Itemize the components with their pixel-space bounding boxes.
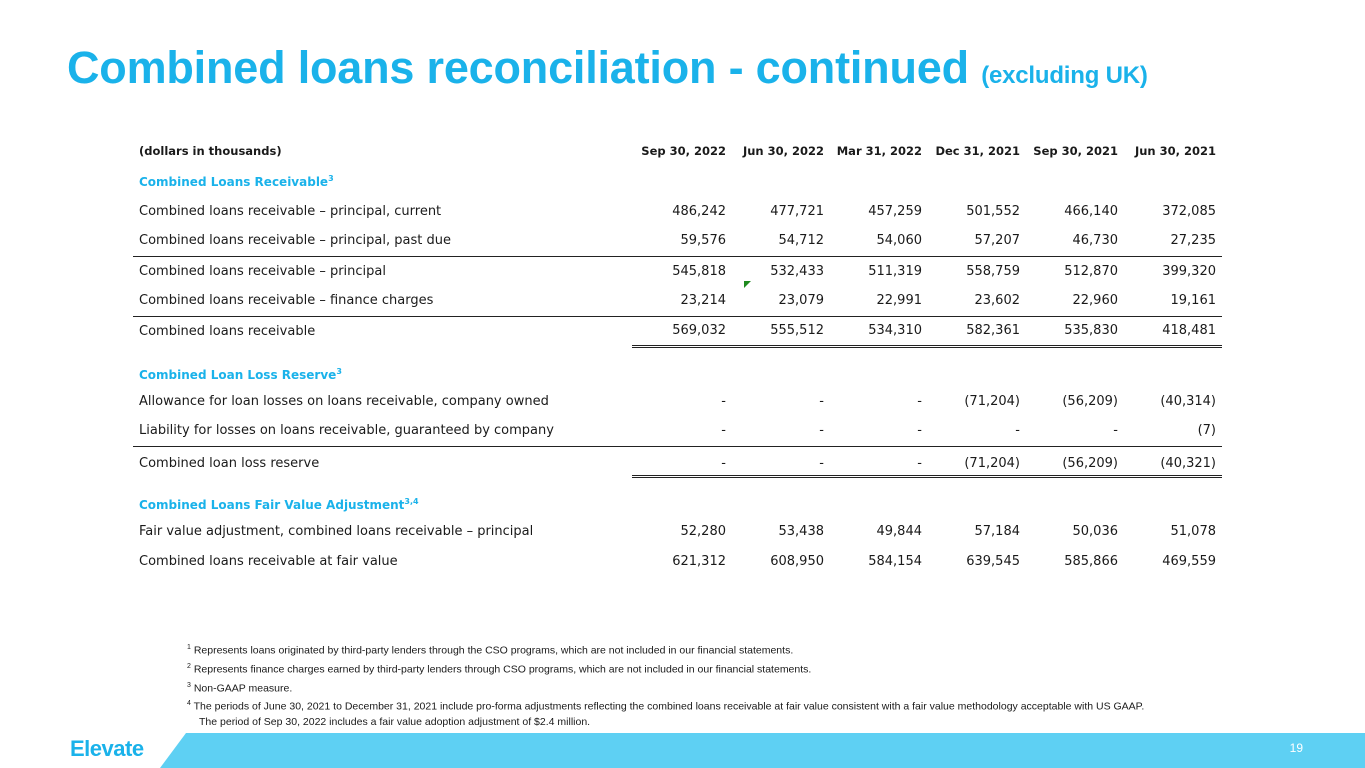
cell: - [819,393,824,409]
cell: 582,361 [928,316,1026,346]
column-header: Jun 30, 2022 [742,144,824,158]
column-header: Jun 30, 2021 [1134,144,1216,158]
footnote: $^1$ Represents loans originated by third-party lenders through the CSO programs, which are not included in our financial statements. [187,644,794,657]
cell: 19,161 [1124,286,1222,316]
row-label: Fair value adjustment, combined loans receivable – principal [139,523,534,539]
cell: - [1026,416,1124,446]
section-title: Combined Loans Receivable$^3$ [139,173,334,189]
table-row [133,226,1222,256]
column-header: Sep 30, 2021 [1033,144,1118,158]
table-row [133,546,1222,576]
cell: (7) [1124,416,1222,446]
row-label: Combined loans receivable – finance charges [133,286,632,316]
cell: - [732,446,830,476]
footnote-continuation: The period of Sep 30, 2022 includes a fair value adoption adjustment of $2.4 million. [199,716,591,729]
table-header-row [133,136,1222,166]
cell: 418,481 [1124,316,1222,346]
cell: - [632,416,732,446]
cell: - [917,393,922,409]
table-row [133,446,1222,476]
cell: (40,321) [1124,446,1222,476]
table-row [133,516,1222,546]
cell: 27,235 [1124,226,1222,256]
cell: 57,207 [928,226,1026,256]
row-label: Allowance for loan losses on loans receivable, company owned [139,393,549,409]
footnote: $^3$ Non-GAAP measure. [187,681,293,695]
row-label: Combined loans receivable [139,323,316,339]
cell: 532,433 [770,263,824,279]
cell: 558,759 [966,263,1020,279]
cell: 22,960 [1026,286,1124,316]
cell: 23,602 [928,286,1026,316]
cell: 534,310 [830,316,928,346]
cell: - [928,416,1026,446]
cell: 535,830 [1026,316,1124,346]
cell: 477,721 [770,203,824,219]
cell: 59,576 [632,226,732,256]
cell: 555,512 [732,316,830,346]
cell: 22,991 [830,286,928,316]
row-label: Combined loan loss reserve [139,455,320,471]
section-title: Combined Loans Fair Value Adjustment$^{3,4}$ [139,497,419,512]
row-label: Combined loans receivable – principal [139,263,386,279]
section-header-row [133,476,1222,516]
table-row [133,416,1222,446]
cell: - [732,416,830,446]
table-row [133,316,1222,346]
page-number: 19 [1289,741,1303,755]
cell: 584,154 [868,553,922,569]
table-row [133,386,1222,416]
footnote: $^2$ Represents finance charges earned by third-party lenders through CSO programs, which are not included in our financial statements. [187,662,812,676]
row-label: Liability for losses on loans receivable, guaranteed by company [133,416,632,446]
section-header-row [133,346,1222,386]
cell: 466,140 [1064,203,1118,219]
column-header: Sep 30, 2022 [641,144,726,158]
footnotes [187,640,1144,730]
row-label: Combined loans receivable – principal, current [139,203,442,219]
cell: 53,438 [778,523,824,539]
table-row [133,286,1222,316]
cell: 50,036 [1072,523,1118,539]
cell: 57,184 [974,523,1020,539]
cell: (40,314) [1160,393,1216,409]
cell: 486,242 [672,203,726,219]
cell: 621,312 [672,553,726,569]
cell: - [632,446,732,476]
cell: (56,209) [1062,393,1118,409]
cell: (56,209) [1026,446,1124,476]
cell: 501,552 [966,203,1020,219]
cell: 608,950 [770,553,824,569]
cell: 23,079 [732,286,830,316]
reconciliation-table [133,136,1222,576]
cell: (71,204) [928,446,1026,476]
cell: (71,204) [964,393,1020,409]
row-label: Combined loans receivable at fair value [139,553,398,569]
section-header-row [133,166,1222,196]
cell: 399,320 [1162,263,1216,279]
cell: 372,085 [1162,203,1216,219]
title-sub: (excluding UK) [981,62,1148,89]
page-title [67,42,1148,94]
cell: 512,870 [1064,263,1118,279]
cell: 52,280 [680,523,726,539]
elevate-logo: Elevate [70,736,144,761]
cell: 639,545 [966,553,1020,569]
cell: 457,259 [868,203,922,219]
cell: 469,559 [1162,553,1216,569]
header-label: (dollars in thousands) [139,144,282,158]
cell: - [830,416,928,446]
comment-marker-icon [744,281,751,288]
cell: 511,319 [868,263,922,279]
cell: 49,844 [876,523,922,539]
column-header: Dec 31, 2021 [935,144,1020,158]
cell: - [721,393,726,409]
table-row [133,256,1222,286]
title-main: Combined loans reconciliation - continued [67,42,969,93]
cell: 23,214 [632,286,732,316]
cell: 46,730 [1026,226,1124,256]
column-header: Mar 31, 2022 [836,144,922,158]
cell: 54,712 [732,226,830,256]
cell: 545,818 [672,263,726,279]
row-label: Combined loans receivable – principal, past due [133,226,632,256]
cell: 51,078 [1170,523,1216,539]
footnote: $^4$ The periods of June 30, 2021 to December 31, 2021 include pro-forma adjustments reflecting the combined loans receivable at fair value consistent with a fair value methodology acceptable with US GAAP. [187,700,1145,713]
table-row [133,196,1222,226]
cell: 569,032 [632,316,732,346]
footer-bar [160,733,1365,768]
cell: 54,060 [830,226,928,256]
cell: - [830,446,928,476]
section-title: Combined Loan Loss Reserve$^3$ [139,367,342,382]
cell: 585,866 [1064,553,1118,569]
